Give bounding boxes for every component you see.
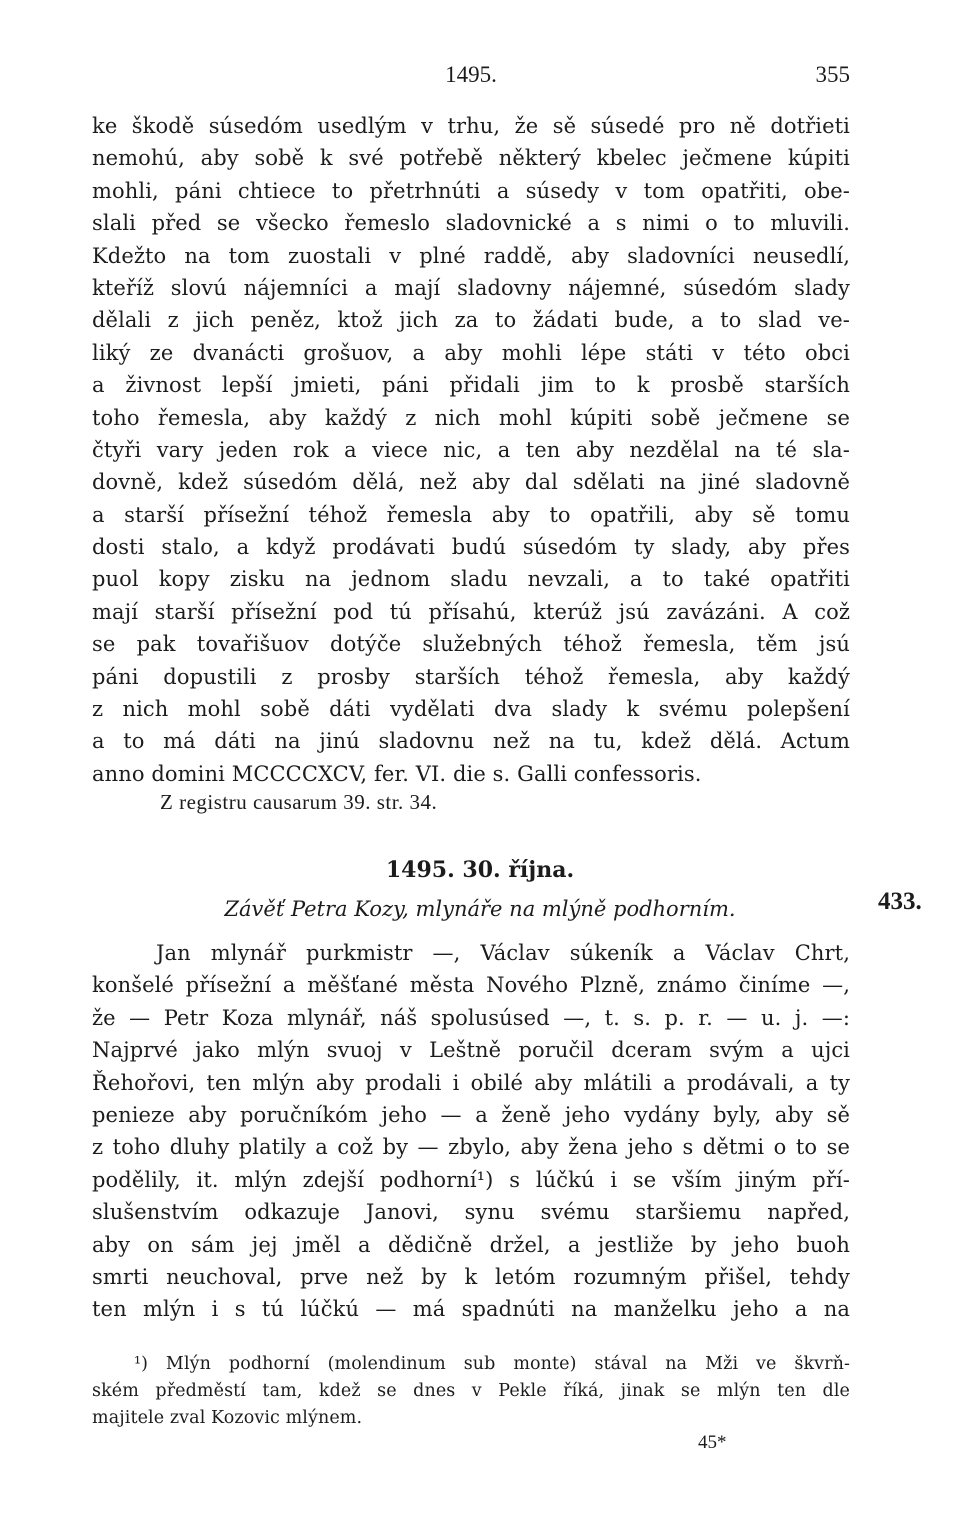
text-line: a starší přísežní téhož řemesla aby to opatřili, aby sě tomu <box>92 502 850 527</box>
text-line: že — Petr Koza mlynář, náš spolusúsed —, t. s. p. r. — u. j. —: <box>92 1005 850 1030</box>
text-line: z nich mohl sobě dáti vydělati dva slady k svému polepšení <box>92 697 850 722</box>
text-line: čtyři vary jeden rok a viece nic, a ten aby nezdělal na té sla- <box>92 437 850 462</box>
text-line: Kdežto na tom zuostali v plné raddě, aby sladovníci neusedlí, <box>92 243 850 268</box>
text-line: a to má dáti na jinú sladovnu než na tu, kdež dělá. Actum <box>92 729 850 754</box>
text-line: Řehořovi, ten mlýn aby prodali i obilé aby mlátili a prodávali, a ty <box>92 1070 850 1095</box>
text-line: kteříž slovú nájemníci a mají sladovny nájemné, súsedóm slady <box>92 275 850 300</box>
entry-number: 433. <box>878 888 922 915</box>
footnote-line: majitele zval Kozovic mlýnem. <box>92 1408 363 1428</box>
text-line: Najprvé jako mlýn svuoj v Leštně poručil dceram svým a ujci <box>92 1038 850 1063</box>
page-header <box>92 62 850 92</box>
entry-date: 1495. 30. října. <box>385 857 575 883</box>
text-line: dosti stalo, a když prodávati budú súsedóm ty slady, aby přes <box>92 535 850 560</box>
text-line: páni dopustili z prosby starších téhož řemesla, aby každý <box>92 664 850 689</box>
text-line: slali před se všecko řemeslo sladovnické a s nimi o to mluvili. <box>92 211 850 236</box>
text-line: konšelé přísežní a měšťané města Nového Plzně, známo činíme —, <box>92 973 850 998</box>
text-line: nemohú, aby sobě k své potřebě některý kbelec ječmene kúpiti <box>92 146 850 171</box>
text-line: mohli, páni chtiece to přetrhnúti a súsedy v tom opatřiti, obe- <box>92 178 850 203</box>
text-line: dovně, kdež súsedóm dělá, než aby dal sdělati na jiné sladovně <box>92 470 850 495</box>
text-line: Jan mlynář purkmistr —, Václav súkeník a Václav Chrt, <box>156 941 850 965</box>
text-line: smrti neuchoval, prve než by k letóm rozumným přišel, tehdy <box>92 1264 850 1289</box>
text-line: slušenstvím odkazuje Janovi, synu svému staršiemu napřed, <box>92 1200 850 1225</box>
text-line: a živnost lepší jmieti, páni přidali jim to k prosbě starších <box>92 373 850 398</box>
entry-paragraph <box>92 937 850 1326</box>
text-line: se pak tovařišuov dotýče služebných téhož řemesla, těm jsú <box>92 632 850 657</box>
text-line: mají starší přísežní pod tú přísahú, kterúž jsú zavázáni. A což <box>92 599 850 624</box>
text-line: puol kopy zisku na jednom sladu nevzali, a to také opatřiti <box>92 567 850 592</box>
text-line: ke škodě súsedóm usedlým v trhu, že sě súsedé pro ně dotřieti <box>92 114 850 138</box>
entry-title: Závěť Petra Kozy, mlynáře na mlýně podhorním. <box>224 897 736 921</box>
text-line: ten mlýn i s tú lúčkú — má spadnúti na manželku jeho a na <box>92 1297 850 1322</box>
signature-mark: 45* <box>698 1432 727 1453</box>
text-line: penieze aby poručníkóm jeho — a ženě jeho vydány byly, aby sě <box>92 1102 850 1127</box>
footnote-line: ském předměstí tam, kdež se dnes v Pekle říká, jinak se mlýn ten dle <box>92 1381 850 1401</box>
text-line: toho řemesla, aby každý z nich mohl kúpiti sobě ječmene se <box>92 405 850 430</box>
source-citation: Z registru causarum 39. str. 34. <box>160 790 438 814</box>
footnote-line: ¹) Mlýn podhorní (molendinum sub monte) stával na Mži ve škvrň- <box>134 1354 850 1374</box>
footnote <box>92 1351 850 1432</box>
text-line: aby on sám jej jměl a dědičně držel, a jestliže by jeho buoh <box>92 1232 850 1257</box>
text-line: liký ze dvanácti grošuov, a aby mohli lépe státi v této obci <box>92 340 850 365</box>
text-line: podělily, it. mlýn zdejší podhorní¹) s lúčkú i se vším jiným pří- <box>92 1167 850 1192</box>
text-line: z toho dluhy platily a což by — zbylo, aby žena jeho s dětmi o to se <box>92 1135 850 1160</box>
text-line: anno domini MCCCCXCV, fer. VI. die s. Galli confessoris. <box>92 761 702 786</box>
page-number: 355 <box>815 62 850 87</box>
text-line: dělali z jich peněz, ktož jich za to žádati bude, a to slad ve- <box>92 308 850 333</box>
continuation-paragraph <box>92 110 850 790</box>
header-year: 1495. <box>445 62 497 87</box>
